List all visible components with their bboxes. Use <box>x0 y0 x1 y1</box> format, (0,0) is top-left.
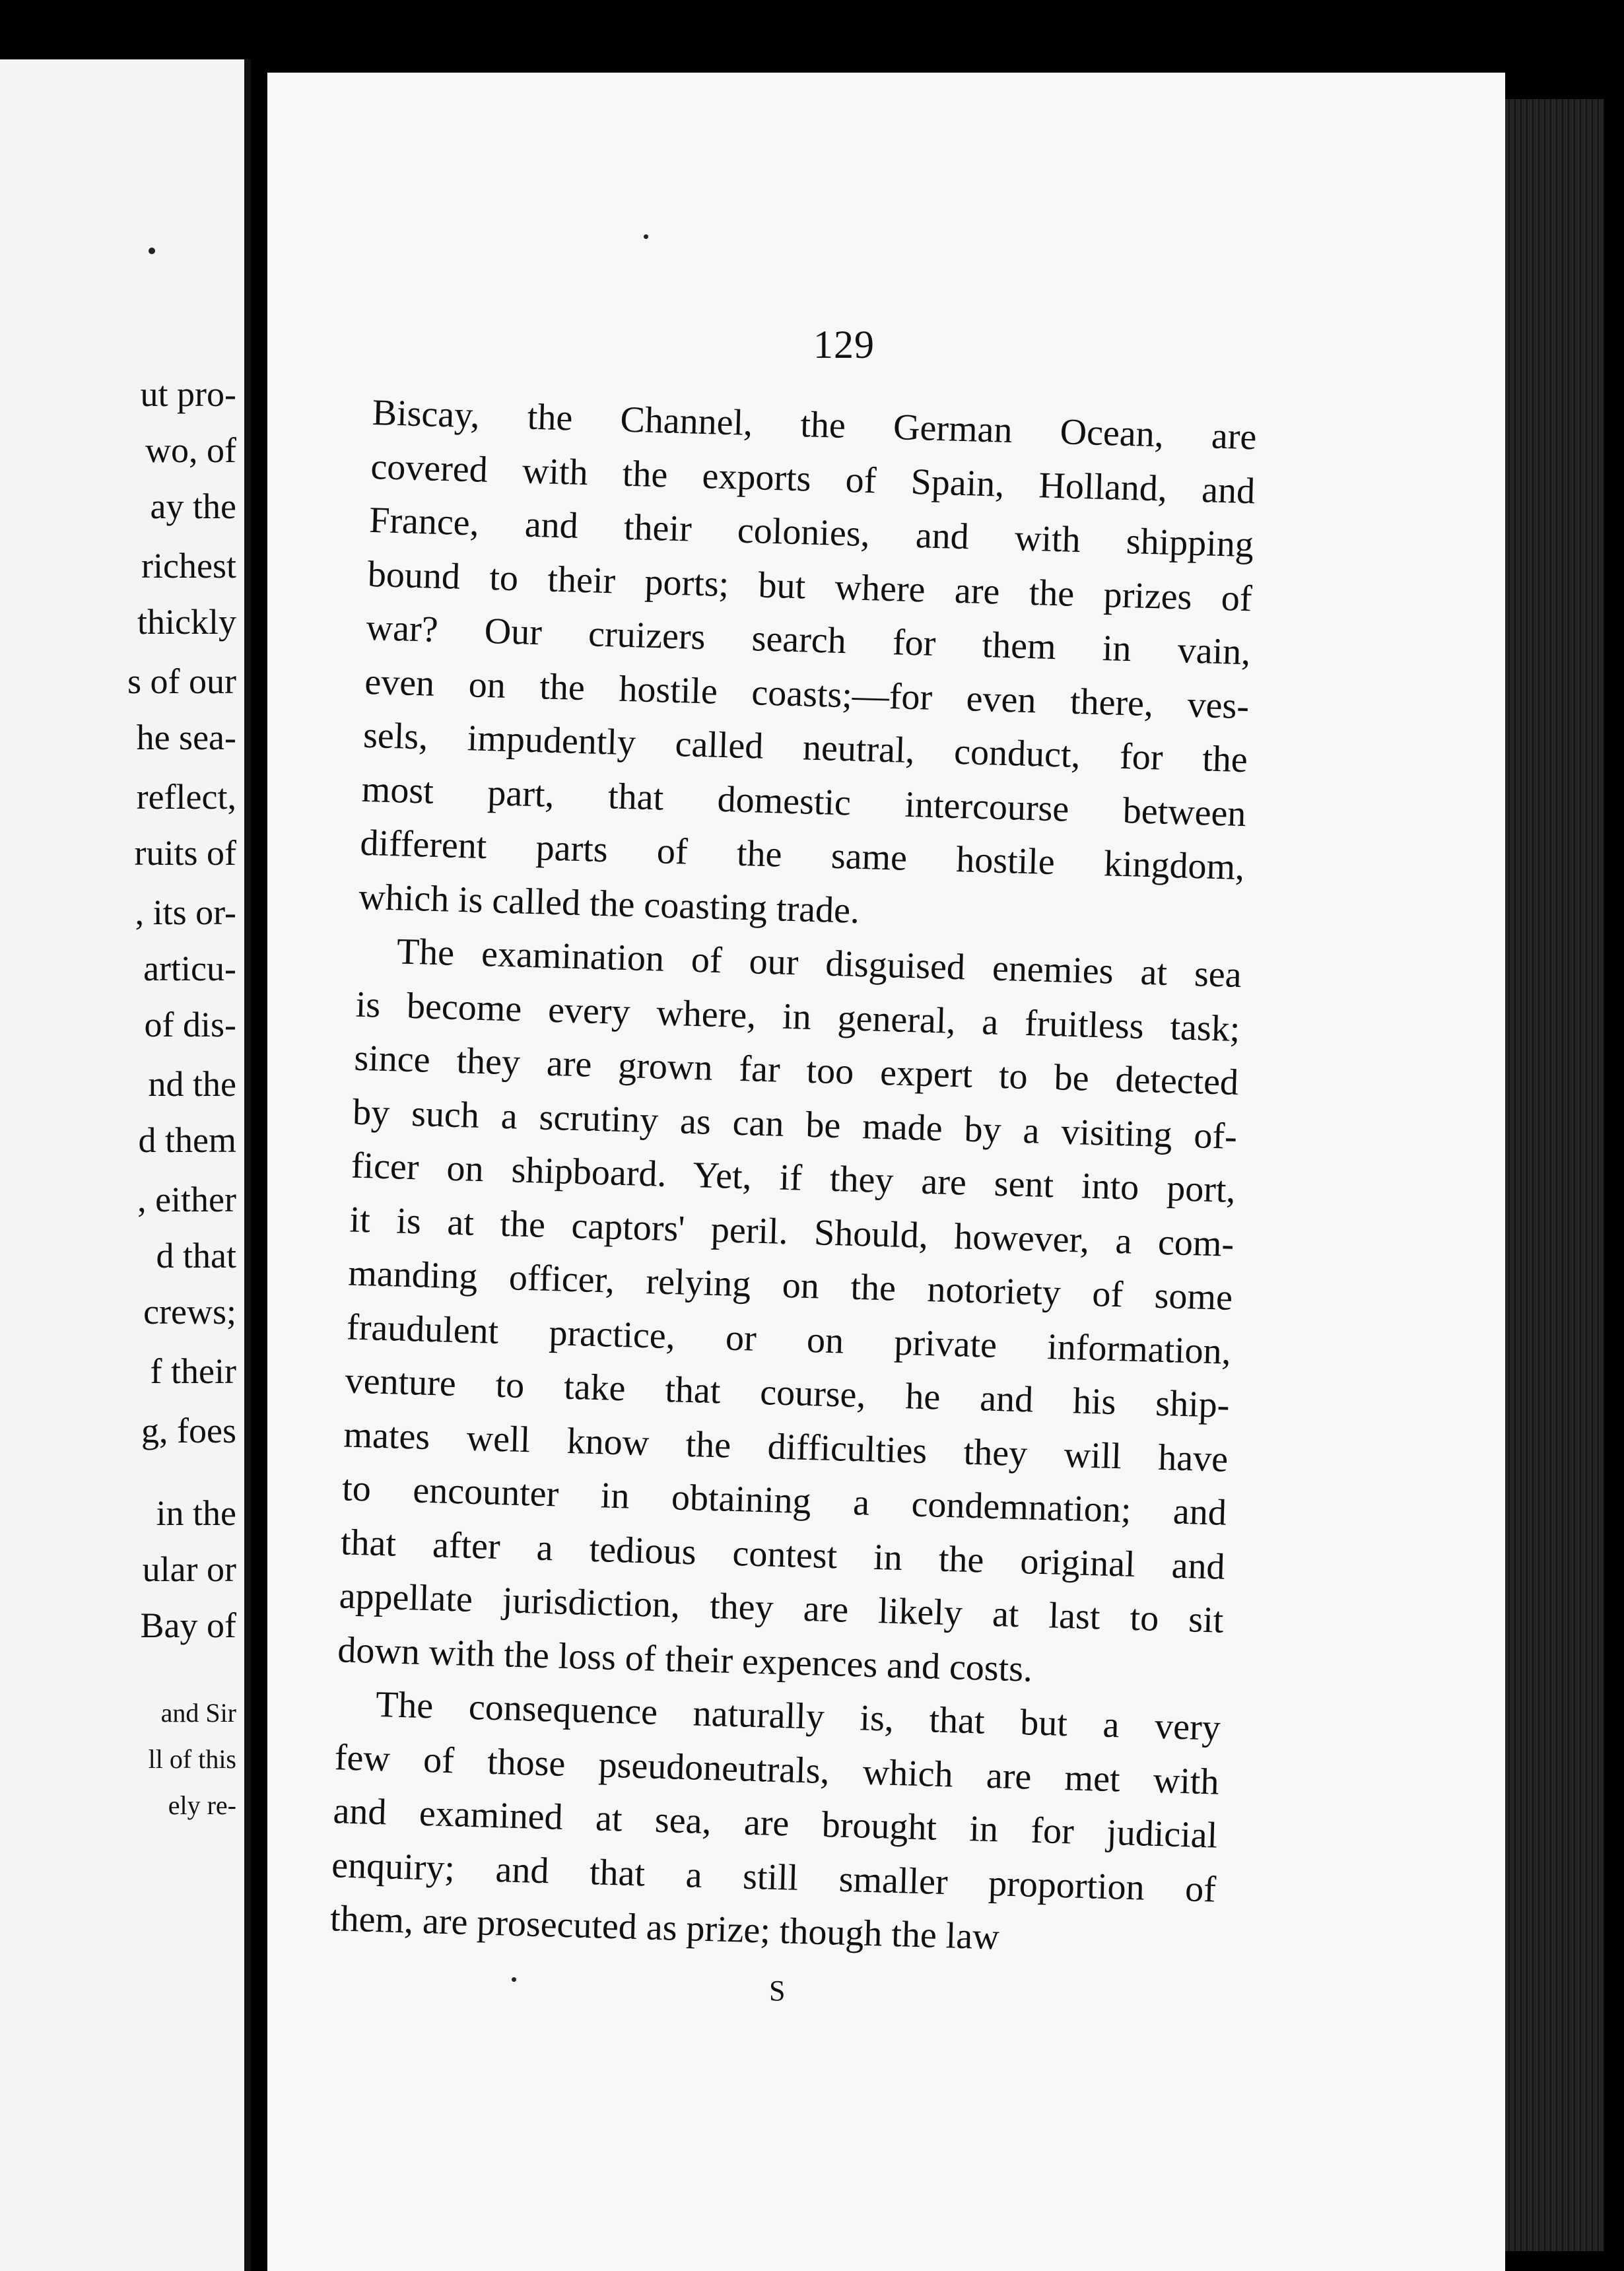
text-line: that after a tedious contest in the original and <box>340 1521 1226 1588</box>
left-page-line: ular or <box>142 1549 236 1589</box>
text-line: The examination of our disguised enemies at sea <box>396 931 1242 996</box>
left-page-line: articu- <box>143 949 236 988</box>
left-page-line: f their <box>150 1351 236 1391</box>
left-page-line: wo, of <box>145 430 236 470</box>
left-page-line: in the <box>156 1493 236 1533</box>
left-page-line: , either <box>137 1180 236 1219</box>
text-line: covered with the exports of Spain, Holland, and <box>370 446 1256 512</box>
left-page-footnote-line: and Sir <box>160 1698 236 1728</box>
text-line: war? Our cruizers search for them in vain, <box>365 607 1252 673</box>
left-page-line: he sea- <box>136 718 236 757</box>
text-line: and examined at sea, are brought in for judicial <box>332 1790 1219 1856</box>
text-line: different parts of the same hostile kingdom, <box>359 822 1246 889</box>
text-line: is become every where, in general, a fruitless task; <box>355 984 1241 1050</box>
text-line: most part, that domestic intercourse between <box>361 768 1247 834</box>
body-text <box>329 386 1257 1971</box>
left-page-footnote-line: ll of this <box>148 1744 236 1774</box>
ink-speck <box>644 234 648 239</box>
left-page-line: g, foes <box>141 1411 236 1450</box>
text-line: since they are grown far too expert to be detected <box>353 1037 1239 1104</box>
text-line: appellate jurisdiction, they are likely at last to sit <box>338 1575 1225 1641</box>
text-line: bound to their ports; but where are the prizes of <box>367 553 1253 619</box>
page-number: 129 <box>813 323 875 366</box>
book-page-edges <box>1505 99 1604 2251</box>
left-page-line: of dis- <box>144 1005 236 1044</box>
left-page-line: d that <box>156 1236 236 1275</box>
text-line: which is called the coasting trade. <box>358 876 860 932</box>
text-line: it is at the captors' peril. Should, however, a com- <box>349 1199 1235 1265</box>
left-page-line: d them <box>138 1120 236 1160</box>
left-page-line: reflect, <box>136 777 236 817</box>
text-line: The consequence naturally is, that but a very <box>375 1683 1221 1749</box>
text-line: them, are prosecuted as prize; though the law <box>329 1898 1000 1958</box>
text-line: by such a scrutiny as can be made by a visiting of- <box>352 1091 1238 1157</box>
text-line: fraudulent practice, or on private information, <box>346 1306 1232 1373</box>
text-line: enquiry; and that a still smaller proportion of <box>331 1844 1217 1911</box>
ink-speck <box>512 1977 516 1982</box>
text-line: venture to take that course, he and his ship- <box>345 1360 1231 1426</box>
left-facing-page <box>0 59 251 2271</box>
left-page-line: ruits of <box>134 833 236 873</box>
text-line: sels, impudently called neutral, conduct, for the <box>362 714 1248 781</box>
text-line: mates well know the difficulties they will have <box>343 1413 1229 1480</box>
ink-speck <box>149 248 155 254</box>
left-page-line: thickly <box>137 602 236 642</box>
left-page-line: ay the <box>150 487 236 526</box>
left-page-line: , its or- <box>135 893 236 932</box>
signature-mark: S <box>769 1975 786 2007</box>
text-line: down with the loss of their expences and costs. <box>337 1629 1033 1690</box>
text-line: even on the hostile coasts;—for even there, ves- <box>364 661 1250 727</box>
left-page-line: s of our <box>127 661 236 701</box>
left-page-line: crews; <box>143 1292 236 1332</box>
text-line: to encounter in obtaining a condemnation; and <box>341 1468 1227 1534</box>
text-line: manding officer, relying on the notoriety of some <box>347 1252 1233 1318</box>
left-page-line: ut pro- <box>140 374 236 414</box>
left-page-line: richest <box>141 546 236 586</box>
left-page-line: Bay of <box>140 1606 236 1645</box>
text-line: ficer on shipboard. Yet, if they are sent into port, <box>351 1145 1236 1211</box>
left-page-line: nd the <box>148 1064 236 1104</box>
left-page-footnote-line: ely re- <box>168 1790 236 1820</box>
text-line: France, and their colonies, and with shipping <box>368 499 1254 566</box>
text-line: Biscay, the Channel, the German Ocean, are <box>372 391 1258 458</box>
text-line: few of those pseudoneutrals, which are met with <box>334 1736 1220 1803</box>
